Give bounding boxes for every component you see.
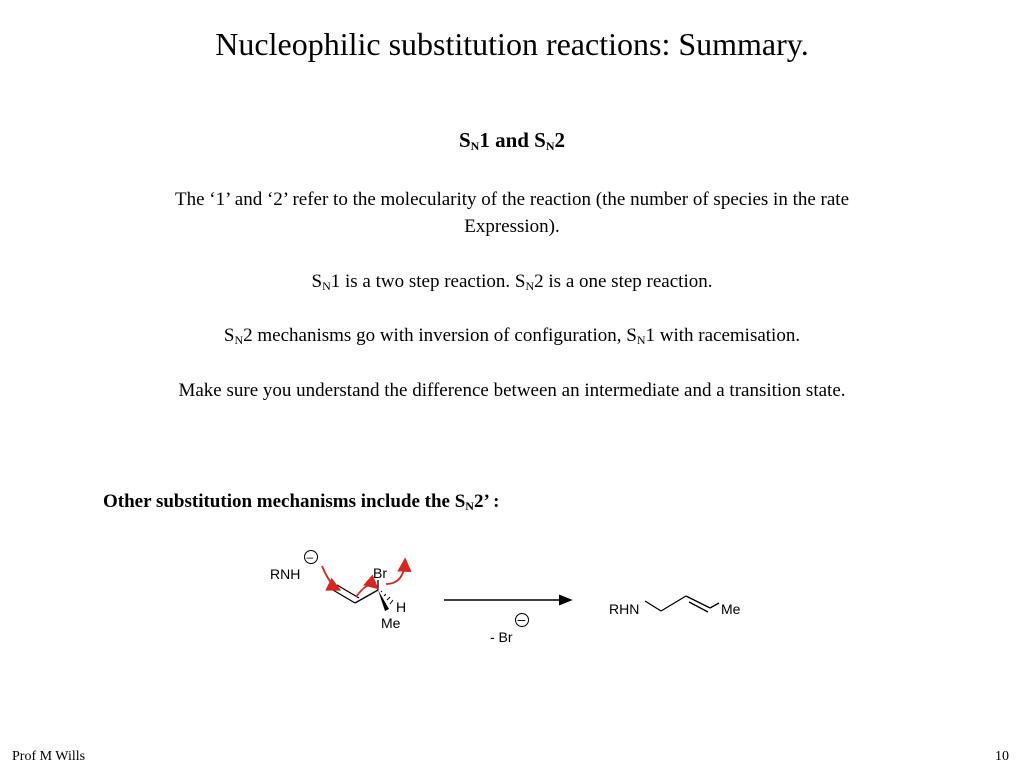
product-me-label: Me [721, 601, 741, 617]
br-label: Br [373, 565, 387, 581]
wedge-bond-me [378, 590, 389, 611]
product-structure [609, 596, 741, 617]
alkene-bond [333, 590, 355, 603]
minus-charge-text: – [306, 550, 314, 564]
paragraph-molecularity: The ‘1’ and ‘2’ refer to the molecularity of the reaction (the number of species in the rate Expression). [174, 189, 850, 237]
bromide-charge-text: – [517, 611, 526, 627]
other-mechanisms-heading: Other substitution mechanisms include the $S_N2$’ : [103, 491, 500, 513]
curly-arrow-leaving-group [386, 561, 405, 584]
h-label: H [396, 599, 407, 615]
allylic-bond [355, 590, 378, 603]
curly-arrow-nucleophile [322, 566, 338, 589]
reactant-structure [270, 550, 406, 631]
section-heading: $S_N1$ and $S_N2$ [458, 128, 566, 153]
paragraph-stereochemistry: $S_N2$ mechanisms go with inversion of configuration, $S_N1$ with racemisation. [223, 325, 801, 347]
product-rhn-label: RHN [609, 601, 640, 617]
me-label: Me [381, 615, 401, 631]
footer-author: Prof M Wills [12, 749, 86, 764]
curly-arrow-pi-bond [356, 585, 376, 597]
reagent-label: - Br [490, 629, 513, 645]
paragraph-intermediate: Make sure you understand the difference between an intermediate and a transition state. [178, 380, 846, 401]
paragraph-steps: $S_N1$ is a two step reaction. $S_N2$ is a one step reaction. [311, 271, 713, 293]
rnh-label: RNH [270, 566, 301, 582]
footer-page-number: 10 [995, 749, 1009, 764]
slide-title: Nucleophilic substitution reactions: Summary. [215, 26, 809, 62]
